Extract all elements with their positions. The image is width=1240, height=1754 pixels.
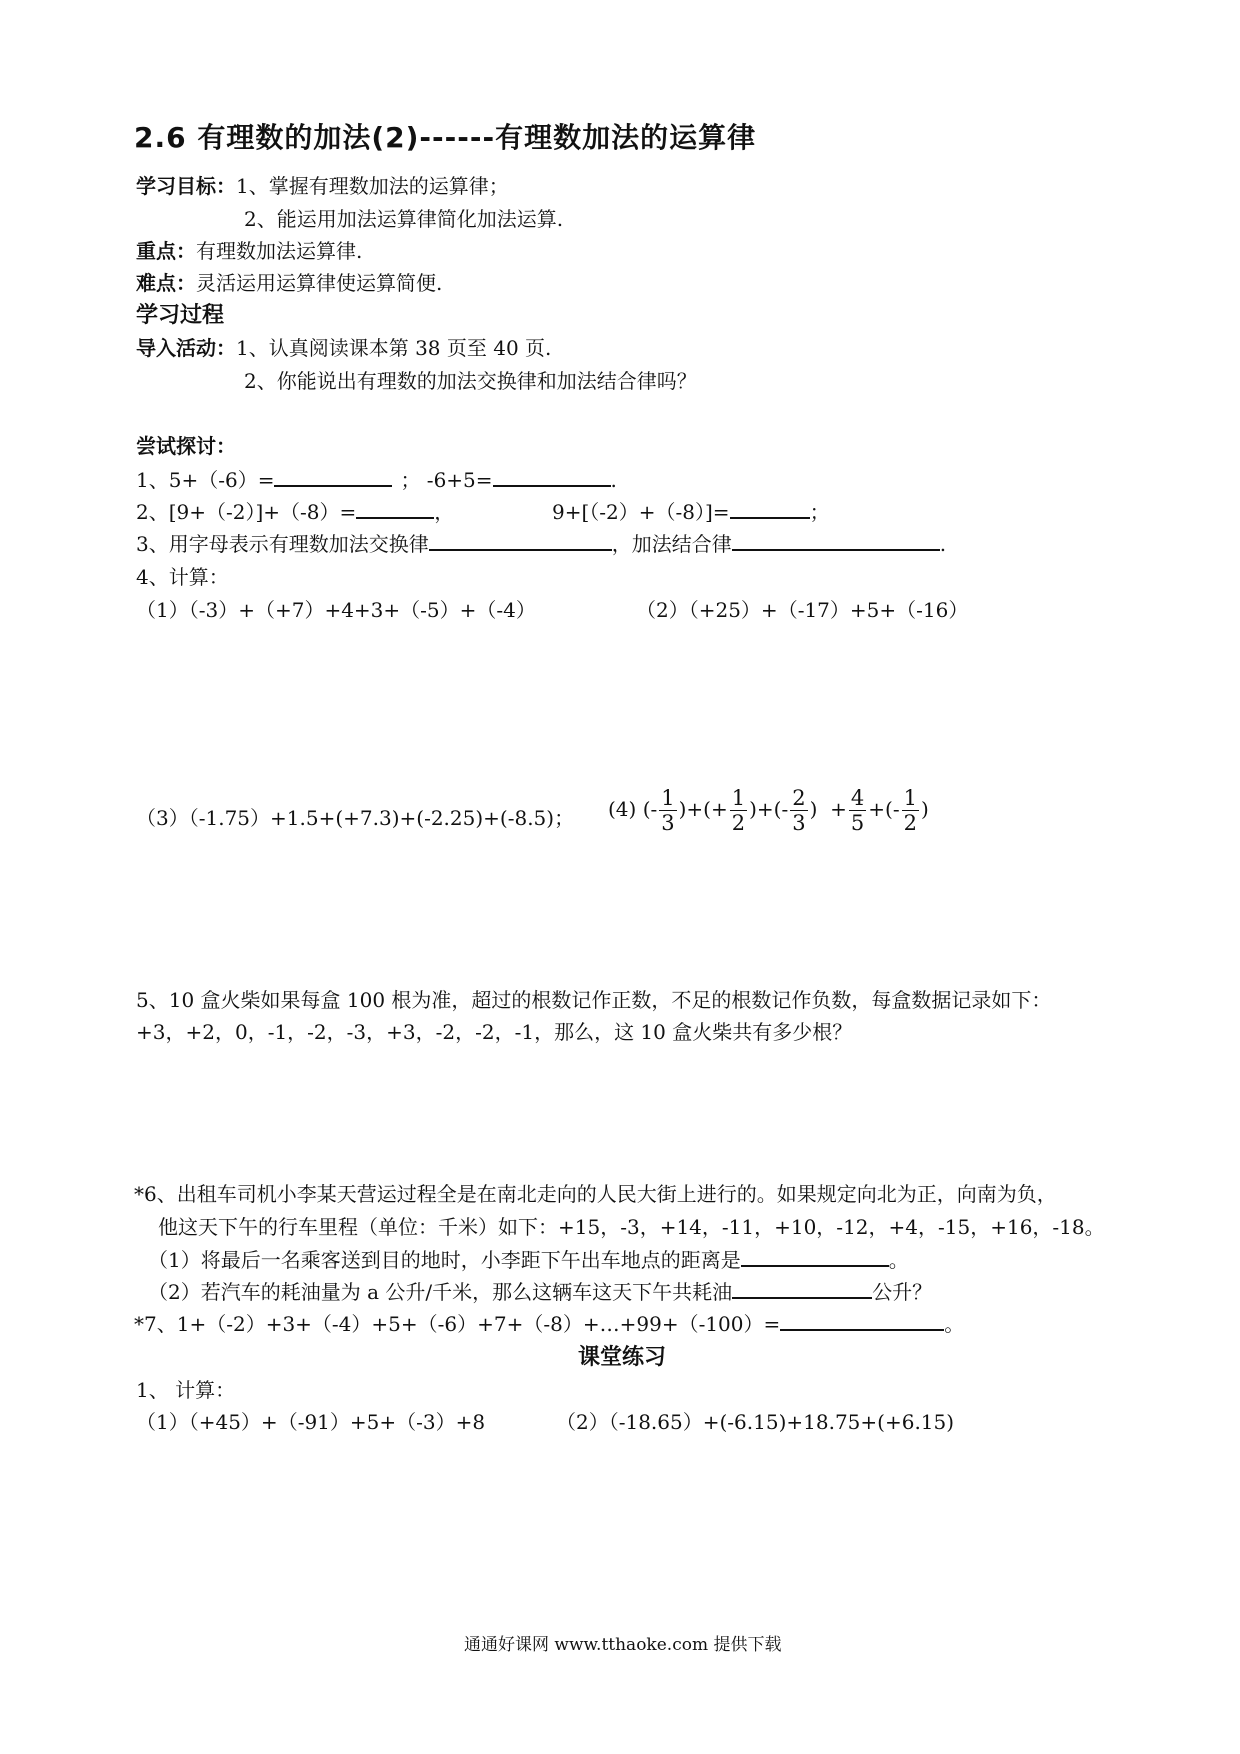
fraction-1-numerator: 1: [661, 786, 675, 810]
goals-line-1: [136, 170, 509, 199]
intro-label: 导入活动：: [136, 336, 236, 360]
q4-heading: 4、计算：: [136, 565, 229, 589]
q7-end: 。: [944, 1312, 965, 1336]
goal-item-2: 2、能运用加法运算律简化加法运算.: [244, 207, 564, 231]
practice-heading: 课堂练习: [578, 1345, 667, 1370]
q4-4-suffix: ): [920, 797, 929, 821]
q1-sep: ； -6+5=: [400, 468, 493, 492]
key-point-text: 有理数加法运算律.: [196, 239, 363, 263]
difficulty: [136, 267, 442, 296]
fraction-4-denominator: 5: [850, 811, 865, 835]
fraction-4: [849, 786, 866, 835]
q4-item-3: （3）（-1.75）+1.5+(+7.3)+(-2.25)+(-8.5)；: [136, 806, 575, 830]
difficulty-label: 难点：: [136, 271, 196, 295]
goal-item-1: 1、掌握有理数加法的运算律；: [236, 174, 509, 198]
process-heading: 学习过程: [136, 303, 225, 328]
practice-problem-2: （2）（-18.65）+(-6.15)+18.75+(+6.15): [556, 1410, 955, 1434]
q1-part-a: 1、5+（-6）=: [136, 468, 275, 492]
page-footer: 通通好课网 www.tthaoke.com 提供下载: [464, 1635, 782, 1655]
q2-part-b: 9+[（-2）+（-8）]=: [552, 500, 730, 524]
question-6-line-2: 他这天下午的行车里程（单位：千米）如下：+15，-3，+14，-11，+10，-12，+4，-15，+16，-18。: [158, 1215, 1105, 1239]
q7-answer-blank[interactable]: [780, 1311, 944, 1331]
key-point: [136, 235, 362, 264]
fraction-2-numerator: 1: [731, 786, 746, 810]
question-6-line-1: *6、出租车司机小李某天营运过程全是在南北走向的人民大街上进行的。如果规定向北为正，向南为负，: [134, 1182, 1057, 1206]
q2-a-end: ，: [434, 500, 455, 524]
intro-line-1: [136, 332, 551, 361]
q6-sub1-end: 。: [888, 1248, 909, 1272]
q1-answer-blank-1[interactable]: [274, 467, 392, 487]
q4-4-op-3: ) +: [809, 797, 847, 821]
q4-4-op-2: )+(-: [749, 797, 789, 821]
fraction-2-denominator: 2: [731, 811, 746, 835]
q2-answer-blank-1[interactable]: [356, 499, 434, 519]
q6-sub1-text: （1）将最后一名乘客送到目的地时，小李距下午出车地点的距离是: [148, 1248, 741, 1272]
q2-b-end: ；: [809, 500, 830, 524]
q6-sub2-end: 公升？: [872, 1280, 933, 1304]
intro-item-1: 1、认真阅读课本第 38 页至 40 页.: [236, 336, 552, 360]
practice-problem-1: （1）（+45）+（-91）+5+（-3）+8: [136, 1410, 486, 1434]
q4-4-prefix: (4) (-: [608, 797, 658, 821]
q4-4-op-1: )+(+: [678, 797, 728, 821]
q4-item-4: [608, 786, 929, 835]
goals-label: 学习目标：: [136, 174, 236, 198]
question-6-sub-2: [148, 1276, 932, 1305]
key-point-label: 重点：: [136, 239, 196, 263]
fraction-1: [659, 786, 676, 835]
question-5-line-2: +3，+2，0，-1，-2，-3，+3，-2，-2，-1，那么，这 10 盒火柴共有多少根？: [136, 1020, 853, 1044]
q3-end: .: [939, 532, 947, 556]
practice-item-1: 1、 计算：: [136, 1378, 236, 1402]
q3-answer-blank-1[interactable]: [429, 531, 612, 551]
q3-answer-blank-2[interactable]: [732, 531, 940, 551]
fraction-4-numerator: 4: [850, 786, 865, 810]
question-2-b: [552, 496, 830, 525]
q3-part-a: 3、用字母表示有理数加法交换律: [136, 532, 429, 556]
question-7: [134, 1308, 964, 1337]
fraction-5: [902, 786, 919, 835]
q4-item-2: （2）（+25）+（-17）+5+（-16）: [636, 598, 969, 622]
q3-part-b: ，加法结合律: [611, 532, 732, 556]
q6-answer-blank-1[interactable]: [741, 1247, 889, 1267]
q4-item-1: （1）（-3）+（+7）+4+3+（-5）+（-4）: [136, 598, 536, 622]
fraction-3: [790, 786, 807, 835]
q7-text: *7、1+（-2）+3+（-4）+5+（-6）+7+（-8）+…+99+（-100）=: [134, 1312, 781, 1336]
intro-item-2: 2、你能说出有理数的加法交换律和加法结合律吗？: [244, 369, 697, 393]
question-5-line-1: 5、10 盒火柴如果每盒 100 根为准，超过的根数记作正数，不足的根数记作负数，每盒数据记录如下：: [136, 988, 1052, 1012]
q1-end: .: [610, 468, 617, 492]
question-2: [136, 496, 454, 525]
q2-part-a: 2、[9+（-2）]+（-8）=: [136, 500, 357, 524]
explore-heading: 尝试探讨：: [136, 434, 236, 458]
fraction-2: [730, 786, 747, 835]
q1-answer-blank-2[interactable]: [493, 467, 611, 487]
fraction-3-numerator: 2: [792, 786, 806, 810]
q6-answer-blank-2[interactable]: [732, 1279, 872, 1299]
q2-answer-blank-2[interactable]: [730, 499, 810, 519]
q4-4-op-4: +(-: [868, 797, 900, 821]
question-1: [136, 464, 617, 493]
fraction-5-denominator: 2: [903, 811, 917, 835]
fraction-3-denominator: 3: [792, 811, 806, 835]
fraction-5-numerator: 1: [903, 786, 917, 810]
fraction-1-denominator: 3: [661, 811, 675, 835]
difficulty-text: 灵活运用运算律使运算简便.: [196, 271, 443, 295]
question-6-sub-1: [148, 1244, 909, 1273]
page-title: 2.6 有理数的加法(2)------有理数加法的运算律: [134, 121, 757, 154]
q6-sub2-text: （2）若汽车的耗油量为 a 公升/千米，那么这辆车这天下午共耗油: [148, 1280, 733, 1304]
question-3: [136, 528, 946, 557]
